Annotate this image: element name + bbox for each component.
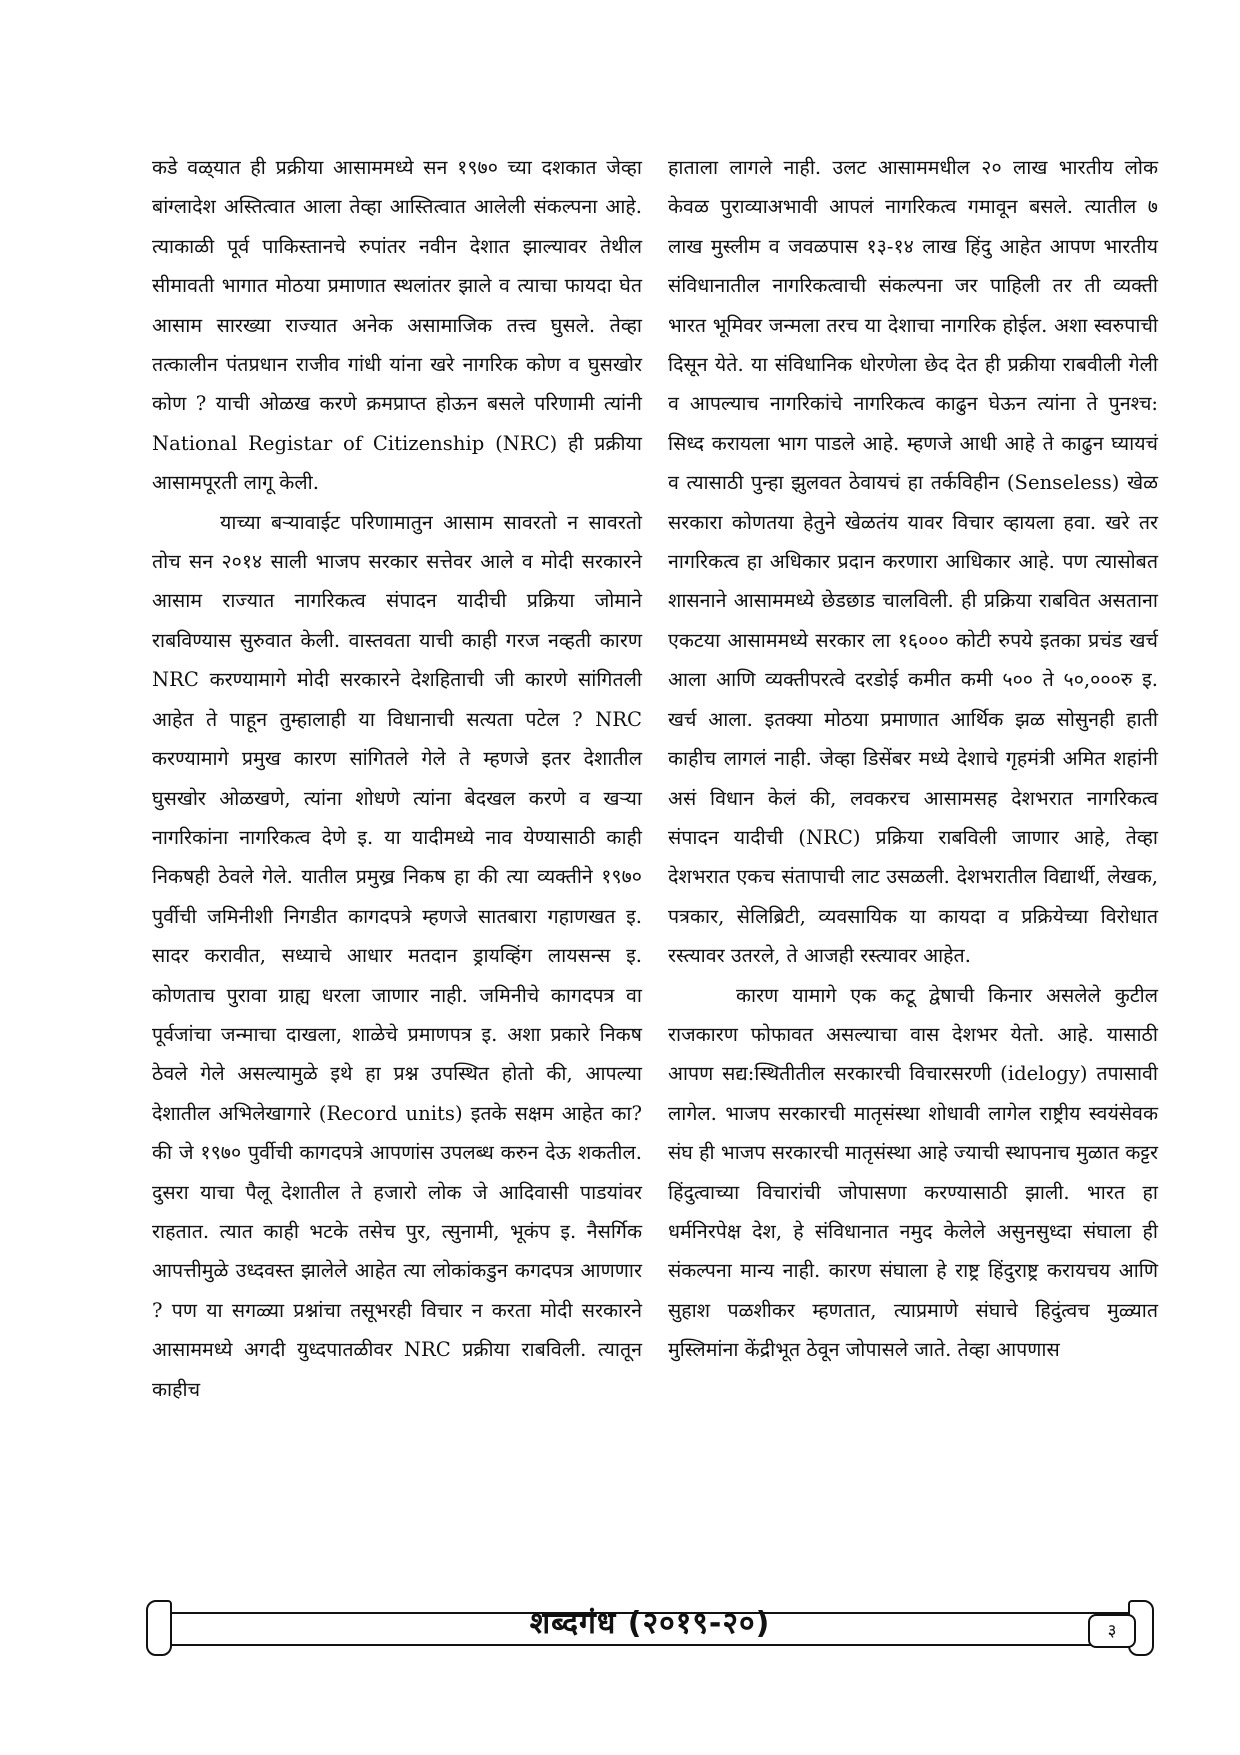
article-column-left bbox=[152, 148, 642, 1409]
page-footer bbox=[140, 1590, 1160, 1660]
article-column-right bbox=[668, 148, 1158, 1370]
right-paragraph-2: कारण यामागे एक कटू द्वेषाची किनार असलेले कुटील राजकारण फोफावत असल्याचा वास देशभर येतो. आहे. यासाठी आपण सद्य:स्थितीतील सरकारची विचारसरणी (idelogy) तपासावी लागेल. भाजप सरकारची मातृसंस्था शोधावी लागेल राष्ट्रीय स्वयंसेवक संघ ही भाजप सरकारची मातृसंस्था आहे ज्याची स्थापनाच मुळात कट्टर हिंदुत्वाच्या विचारांची जोपासणा करण्यासाठी झाली. भारत हा धर्मनिरपेक्ष देश, हे संविधानात नमुद केलेले असुनसुध्दा संघाला ही संकल्पना मान्य नाही. कारण संघाला हे राष्ट्र हिंदुराष्ट्र करायचय आणि सुहाश पळशीकर म्हणतात, त्याप्रमाणे संघाचे हिदुंत्वच मुळ्यात मुस्लिमांना केंद्रीभूत ठेवून जोपासले जाते. तेव्हा आपणास bbox=[668, 983, 1158, 1362]
left-paragraph-1: कडे वळ्‌यात ही प्रक्रीया आसाममध्ये सन १९७० च्या दशकात जेव्हा बांग्लादेश अस्तित्वात आला तेव्हा आस्तित्वात आलेली संकल्पना आहे. त्याकाळी पूर्व पाकिस्तानचे रुपांतर नवीन देशात झाल्यावर तेथील सीमावती भागात मोठया प्रमाणात स्थलांतर झाले व त्याचा फायदा घेत आसाम सारख्या राज्यात अनेक असामाजिक तत्त्व घुसले. तेव्हा तत्कालीन पंतप्रधान राजीव गांधी यांना खरे नागरिक कोण व घुसखोर कोण ? याची ओळख करणे क्रमप्राप्त होऊन बसले परिणामी त्यांनी National Registar of Citizenship (NRC) ही प्रक्रीया आसामपूरती लागू केली. bbox=[152, 156, 642, 495]
publication-title: शब्दगंध (२०१९-२०) bbox=[529, 1606, 771, 1641]
right-paragraph-1: हाताला लागले नाही. उलट आसाममधील २० लाख भारतीय लोक केवळ पुराव्याअभावी आपलं नागरिकत्व गमावून बसले. त्यातील ७ लाख मुस्लीम व जवळपास १३-१४ लाख हिंदु आहेत आपण भारतीय संविधानातील नागरिकत्वाची संकल्पना जर पाहिली तर ती व्यक्ती भारत भूमिवर जन्मला तरच या देशाचा नागरिक होईल. अशा स्वरुपाची दिसून येते. या संविधानिक धोरणेला छेद देत ही प्रक्रीया राबवीली गेली व आपल्याच नागरिकांचे नागरिकत्व काढुन घेऊन त्यांना ते पुनश्च: सिध्द करायला भाग पाडले आहे. म्हणजे आधी आहे ते काढुन घ्यायचं व त्यासाठी पुन्हा झुलवत ठेवायचं हा तर्कविहीन (Senseless) खेळ सरकारा कोणतया हेतुने खेळतंय यावर विचार व्हायला हवा. खरे तर नागरिकत्व हा अधिकार प्रदान करणारा आधिकार आहे. पण त्यासोबत शासनाने आसाममध्ये छेडछाड चालविली. ही प्रक्रिया राबवित असताना एकटया आसाममध्ये सरकार ला १६००० कोटी रुपये इतका प्रचंड खर्च आला आणि व्यक्तीपरत्वे दरडोई कमीत कमी ५०० ते ५०,०००रु इ. खर्च आला. इतक्या मोठया प्रमाणात आर्थिक झळ सोसुनही हाती काहीच लागलं नाही. जेव्हा डिसेंबर मध्ये देशाचे गृहमंत्री अमित शहांनी असं विधान केलं की, लवकरच आसामसह देशभरात नागरिकत्व संपादन यादीची (NRC) प्रक्रिया राबविली जाणार आहे, तेव्हा देशभरात एकच संतापाची लाट उसळली. देशभरातील विद्यार्थी, लेखक, पत्रकार, सेलिब्रिटी, व्यवसायिक या कायदा व प्रक्रियेच्या विरोधात रस्त्यावर उतरले, ते आजही रस्त्यावर आहेत. bbox=[668, 156, 1158, 968]
page-number: ३ bbox=[1088, 1614, 1136, 1648]
left-paragraph-2: याच्या बऱ्यावाईट परिणामातुन आसाम सावरतो न सावरतो तोच सन २०१४ साली भाजप सरकार सत्तेवर आले व मोदी सरकारने आसाम राज्यात नागरिकत्व संपादन यादीची प्रक्रिया जोमाने राबविण्यास सुरुवात केली. वास्तवता याची काही गरज नव्हती कारण NRC करण्यामागे मोदी सरकारने देशहिताची जी कारणे सांगितली आहेत ते पाहून तुम्हालाही या विधानाची सत्यता पटेल ? NRC करण्यामागे प्रमुख कारण सांगितले गेले ते म्हणजे इतर देशातील घुसखोर ओळखणे, त्यांना शोधणे त्यांना बेदखल करणे व खऱ्या नागरिकांना नागरिकत्व देणे इ. या यादीमध्ये नाव येण्यासाठी काही निकषही ठेवले गेले. यातील प्रमुख्र निकष हा की त्या व्यक्तीने १९७० पुर्वीची जमिनीशी निगडीत कागदपत्रे म्हणजे सातबारा गहाणखत इ. सादर करावीत, सध्याचे आधार मतदान ड्रायव्हिंग लायसन्स इ. कोणताच पुरावा ग्राह्य धरला जाणार नाही. जमिनीचे कागदपत्र वा पूर्वजांचा जन्माचा दाखला, शाळेचे प्रमाणपत्र इ. अशा प्रकारे निकष ठेवले गेले असल्यामुळे इथे हा प्रश्न उपस्थित होतो की, आपल्या देशातील अभिलेखागारे (Record units) इतके सक्षम आहेत का? की जे १९७० पुर्वीची कागदपत्रे आपणांस उपलब्ध करुन देऊ शकतील. दुसरा याचा पैलू देशातील ते हजारो लोक जे आदिवासी पाडयांवर राहतात. त्यात काही भटके तसेच पुर, त्सुनामी, भूकंप इ. नैसर्गिक आपत्तीमुळे उध्दवस्त झालेले आहेत त्या लोकांकडुन कगदपत्र आणणार ? पण या सगळ्या प्रश्नांचा तसूभरही विचार न करता मोदी सरकारने आसाममध्ये अगदी युध्दपातळीवर NRC प्रक्रीया राबविली. त्यातून काहीच bbox=[152, 510, 642, 1401]
